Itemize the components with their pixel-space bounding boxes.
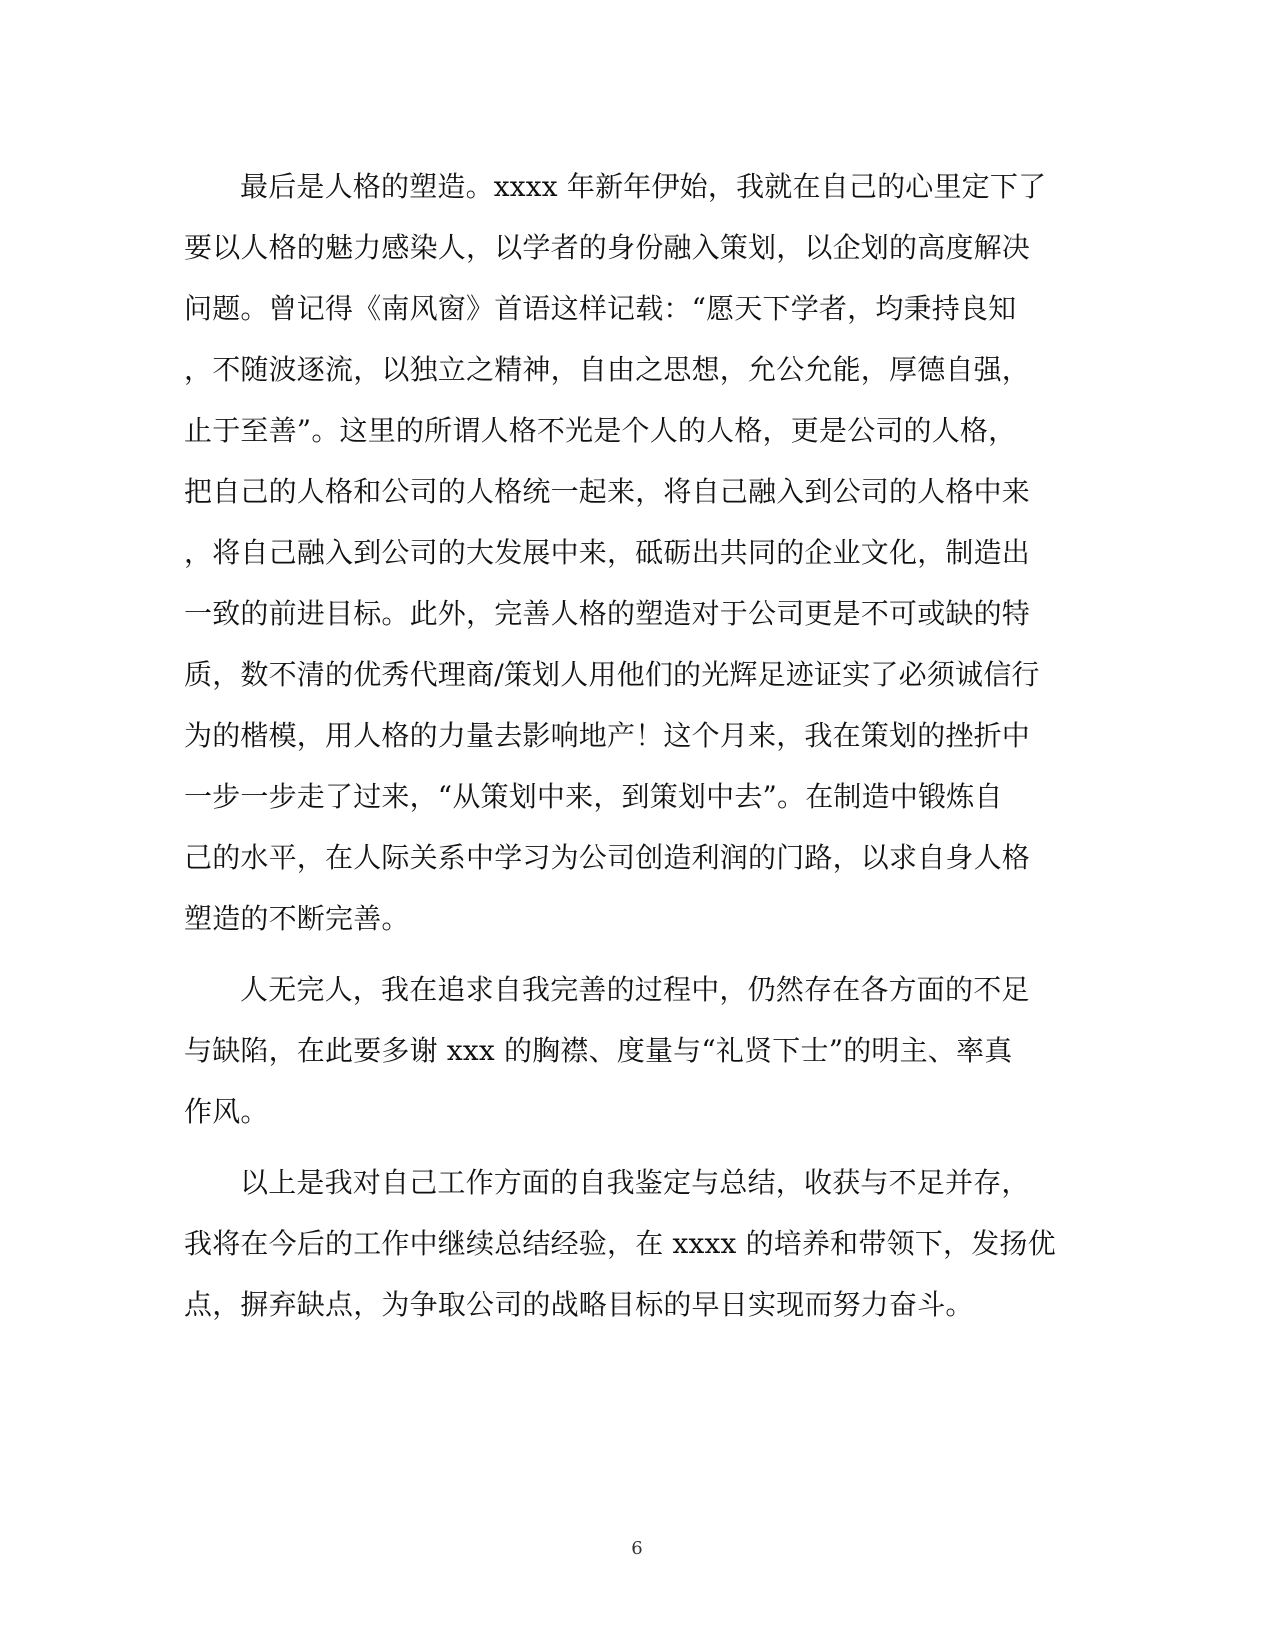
text-line: 质，数不清的优秀代理商/策划人用他们的光辉足迹证实了必须诚信行 — [184, 658, 1040, 691]
text-line: 我将在今后的工作中继续总结经验，在 xxxx 的培养和带领下，发扬优 — [184, 1227, 1056, 1260]
text-line: 人无完人，我在追求自我完善的过程中，仍然存在各方面的不足 — [240, 973, 1030, 1006]
text-line: 点，摒弃缺点，为争取公司的战略目标的早日实现而努力奋斗。 — [184, 1288, 974, 1321]
text-line: 问题。曾记得《南风窗》首语这样记载：“愿天下学者，均秉持良知 — [184, 292, 1017, 325]
text-line: 把自己的人格和公司的人格统一起来，将自己融入到公司的人格中来 — [184, 475, 1031, 508]
text-line: 止于至善”。这里的所谓人格不光是个人的人格，更是公司的人格， — [184, 414, 1017, 447]
text-line: ，将自己融入到公司的大发展中来，砥砺出共同的企业文化，制造出 — [184, 536, 1031, 569]
text-line: 为的楷模，用人格的力量去影响地产！这个月来，我在策划的挫折中 — [184, 719, 1031, 752]
text-line: 己的水平，在人际关系中学习为公司创造利润的门路，以求自身人格 — [184, 841, 1031, 874]
text-line: 作风。 — [184, 1095, 269, 1128]
text-line: 最后是人格的塑造。xxxx 年新年伊始，我就在自己的心里定下了 — [240, 170, 1047, 203]
text-line: 与缺陷，在此要多谢 xxx 的胸襟、度量与“礼贤下士”的明主、率真 — [184, 1034, 1013, 1067]
text-line: 要以人格的魅力感染人，以学者的身份融入策划，以企划的高度解决 — [184, 231, 1031, 264]
text-line: 塑造的不断完善。 — [184, 902, 410, 935]
text-line: 一致的前进目标。此外，完善人格的塑造对于公司更是不可或缺的特 — [184, 597, 1031, 630]
text-line: 一步一步走了过来，“从策划中来，到策划中去”。在制造中锻炼自 — [184, 780, 1003, 813]
text-line: ，不随波逐流，以独立之精神，自由之思想，允公允能，厚德自强， — [184, 353, 1031, 386]
page-number: 6 — [631, 1538, 643, 1559]
text-line: 以上是我对自己工作方面的自我鉴定与总结，收获与不足并存， — [240, 1166, 1030, 1199]
